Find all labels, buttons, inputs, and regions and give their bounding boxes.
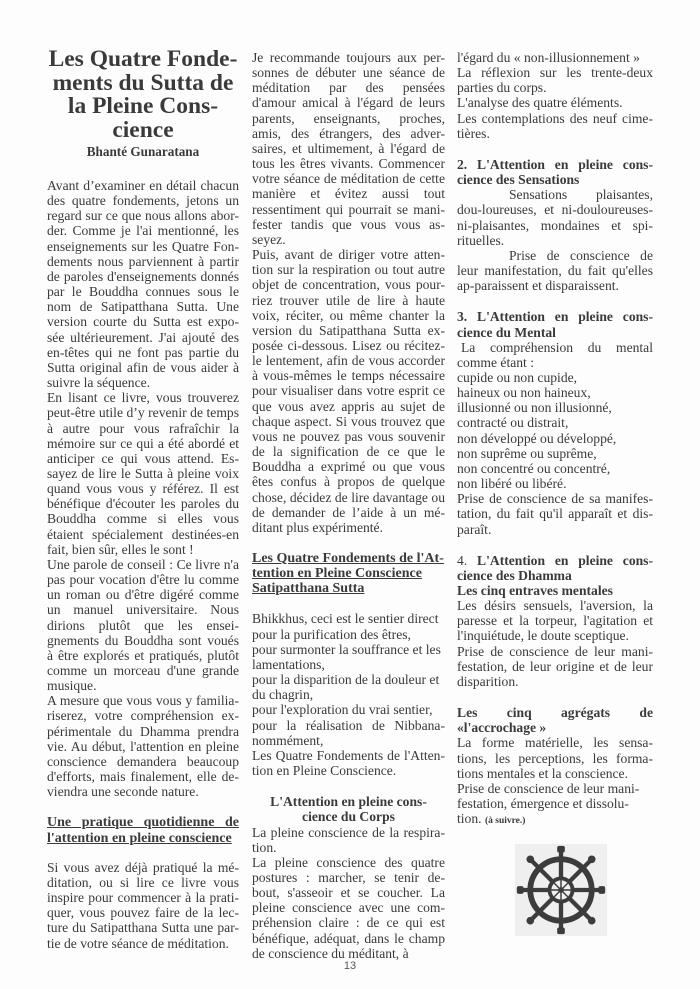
- title-line: la Pleine Cons-: [67, 93, 219, 119]
- section-heading: L'Attention en pleine cons-cience du Corps: [270, 794, 427, 825]
- section-number: 4.: [457, 552, 468, 568]
- list-item: non développé ou développé,: [457, 430, 617, 446]
- paragraph: En lisant ce livre, vous trouverez peut-être utile d’y revenir de temps à autre pour vous rafraîchir la mémoire sur ce qui a été abordé et anticiper ce qui vous attend. Es-sayez de lire le Sutta à pleine voix quand vous vous y référez. Il est bénéfique d'écouter les paroles du Bouddha comme si elles vous étaient spécialement destinées-en fait, bien sûr, elles le sont !: [47, 390, 239, 557]
- paragraph: La pleine conscience de la respira-tion.: [252, 824, 445, 855]
- title-line: Les Quatre Fonde-: [48, 46, 238, 72]
- list-item: non libéré ou libéré.: [457, 476, 567, 492]
- paragraph: Avant d’examiner en détail chacun des quatre fondements, jetons un regard sur ce que nous allons abor-der. Comme je l'ai mentionné, les enseignements sur les Quatre Fon-dements nous parviennent à partir de paroles d'enseignements donnés par le Bouddha connues sous le nom de Satipatthana Sutta. Une version courte du Sutta est expo-sée ultérieurement. J'ai ajouté des en-têtes qui ne font pas partie du Sutta original afin de vous aider à suivre la séquence.: [47, 178, 239, 391]
- list-item: illusionné ou non illusionné,: [457, 400, 612, 416]
- section-heading: Une pratique quotidienne de l'attention en pleine conscience: [47, 815, 239, 846]
- body-line: Les contemplations des neuf cime-tières.: [457, 110, 653, 141]
- article-author: Bhanté Gunaratana: [86, 144, 200, 159]
- list-item: haineux ou non haineux,: [457, 385, 591, 401]
- paragraph: La compréhension du mental comme étant :: [457, 339, 653, 370]
- list-item: cupide ou non cupide,: [457, 369, 578, 385]
- page-number: 13: [343, 960, 357, 972]
- paragraph: Je recommande toujours aux per-sonnes de débuter une séance de méditation par des pensées d'amour amical à l'égard de leurs parents, enseignants, proches, amis, des étrangers, des adver-saires, et ultimement, à l'égard de tous les êtres vivants. Commencer votre séance de méditation de cette manière et évitez aussi tout ressentiment qui pourrait se mani-fester tandis que vous vous as-seyez.: [252, 50, 445, 247]
- list-item: non suprême ou suprême,: [457, 445, 597, 461]
- sutta-line: pour surmonter la souffrance et les lamentations,: [252, 641, 441, 672]
- dharma-wheel-icon: [513, 842, 609, 938]
- article-title: [47, 48, 239, 142]
- paragraph: A mesure que vous vous y familia-riserez, votre compréhension ex-périmentale du Dhamma prendra vie. Au début, l'attention en pleine conscience demandera beaucoup d'efforts, mais finalement, elle de-viendra une seconde nature.: [47, 693, 239, 800]
- column-3: [457, 50, 653, 829]
- sutta-text: [252, 611, 445, 778]
- body-line: La réflexion sur les trente-deux parties du corps.: [457, 65, 653, 96]
- paragraph: Prise de conscience de leur mani-festation, de leur origine et de leur disparition.: [457, 643, 653, 689]
- paragraph: La forme matérielle, les sensa-tions, les perceptions, les forma-tions mentales et la conscience.: [457, 735, 653, 781]
- list-item: contracté ou distrait,: [457, 415, 569, 431]
- paragraph: La pleine conscience des quatre postures : marcher, se tenir de-bout, s'asseoir et se coucher. La pleine conscience avec une com-préhension claire : de ce qui est bénéfique, adéquat, dans le champ de conscience du méditant, à: [252, 854, 445, 961]
- paragraph: Prise de conscience de leur manifestation, du fait qu'elles ap-paraissent et disparaissent.: [457, 247, 653, 294]
- title-line: ments du Sutta de: [52, 69, 234, 96]
- sutta-heading: Les Quatre Fondements de l'At-tention en Pleine Conscience Satipatthana Sutta: [252, 551, 444, 597]
- body-line: l'égard du « non-illusionnement »: [457, 50, 640, 65]
- dharma-wheel-illustration: [513, 842, 609, 938]
- paragraph: Prise de conscience de sa manifes-tation, du fait qu'il apparaît et dis-paraît.: [457, 491, 653, 537]
- paragraph: Sensations plaisantes, dou-loureuses, et ni-douloureuses-ni-plaisantes, mondaines et spi-rituelles.: [457, 187, 653, 248]
- to-be-continued: (à suivre.): [484, 816, 526, 827]
- section-heading: [457, 553, 653, 583]
- section-heading: 3. L'Attention en pleine cons-cience du Mental: [457, 309, 653, 340]
- sutta-line: pour la réalisation de Nibbana-nommément,: [252, 717, 445, 748]
- paragraph: Si vous avez déjà pratiqué la mé-ditation, ou si lire ce livre vous inspire pour commencer à la prati-quer, vous pouvez faire de la lec-ture du Satipatthana Sutta une par-tie de votre séance de méditation.: [47, 859, 239, 951]
- paragraph-text: Prise de conscience de leur mani-festation, émergence et dissolu-tion.: [457, 780, 640, 827]
- title-line: cience: [112, 116, 174, 143]
- sutta-line: Les Quatre Fondements de l'Atten-tion en Pleine Conscience.: [252, 747, 445, 779]
- sutta-line: Bhikkhus, ceci est le sentier direct: [252, 611, 439, 627]
- subheading: Les cinq agrégats de «l'accrochage »: [457, 705, 653, 736]
- list-item: non concentré ou concentré,: [457, 460, 611, 476]
- section-title: L'Attention en pleine cons-cience des Dhamma: [457, 552, 653, 583]
- column-1: [47, 178, 239, 951]
- sutta-line: pour la purification des êtres,: [252, 626, 411, 642]
- subheading: Les cinq entraves mentales: [457, 583, 613, 598]
- sutta-line: pour la disparition de la douleur et du chagrin,: [252, 672, 440, 703]
- body-line: L'analyse des quatre éléments.: [457, 95, 623, 111]
- mental-states-list: [457, 370, 653, 491]
- paragraph: Les désirs sensuels, l'aversion, la paresse et la torpeur, l'agitation et l'inquiétude, le doute sceptique.: [457, 598, 653, 644]
- paragraph: Puis, avant de diriger votre atten-tion sur la respiration ou tout autre objet de concentration, vous pour-riez trouver utile de lire à haute voix, réciter, ou même chanter la version du Satipatthana Sutta ex-posée ci-dessous. Lisez ou récitez-le lentement, afin de vous accorder à vous-mêmes le temps nécessaire pour visualiser dans votre esprit ce que vous avez appris au sujet de chaque aspect. Si vous trouvez que vous ne pouvez pas vous souvenir de la signification de ce que le Bouddha a exprimé ou que vous êtes confus à propos de quelque chose, décidez de lire davantage ou de demander de l’aide à un mé-ditant plus expérimenté.: [252, 247, 445, 535]
- section-heading: 2. L'Attention en pleine cons-cience des Sensations: [457, 156, 653, 188]
- paragraph: [457, 781, 653, 829]
- column-2: [252, 50, 445, 961]
- sutta-line: pour l'exploration du vrai sentier,: [252, 702, 433, 718]
- paragraph: Une parole de conseil : Ce livre n'a pas pour vocation d'être lu comme un roman ou d'être digéré comme un manuel universitaire. Nous dirions plutôt que les ensei-gnements du Bouddha sont voués à être explorés et pratiqués, plutôt comme un morceau d'une grande musique.: [47, 556, 239, 694]
